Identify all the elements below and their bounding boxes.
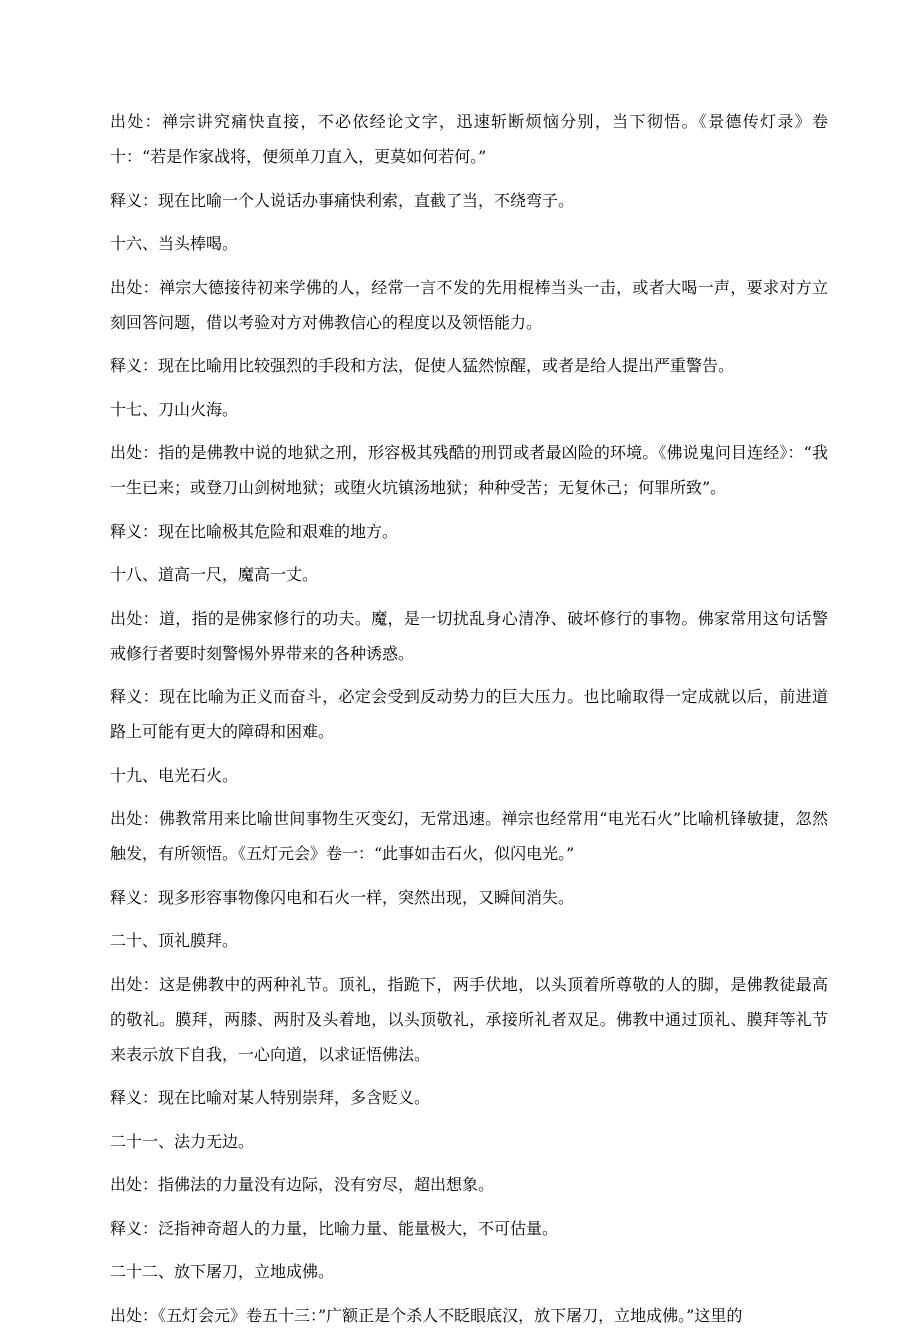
idiom-heading: 十九、电光石火。 — [110, 765, 239, 785]
idiom-heading: 十六、当头棒喝。 — [110, 234, 239, 253]
idiom-heading: 二十一、法力无边。 — [110, 1131, 255, 1151]
paragraph-source: 出处：佛教常用来比喻世间事物生灭变幻，无常迅速。禅宗也经常用“电光石火”比喻机锋敏捷，忽然触发，有所领悟。《五灯元会》卷一：“此事如击石火，似闪电光。” — [110, 809, 828, 863]
paragraph-meaning: 释义：现在比喻对某人特别崇拜，多含贬义。 — [110, 1088, 431, 1107]
idiom-heading: 二十、顶礼膜拜。 — [110, 931, 239, 950]
paragraph-source: 出处：禅宗讲究痛快直接，不必依经论文字，迅速斩断烦恼分别，当下彻悟。《景德传灯录》卷十：“若是作家战将，便须单刀直入，更莫如何若何。” — [110, 112, 828, 166]
paragraph-meaning: 释义：现在比喻为正义而奋斗，必定会受到反动势力的巨大压力。也比喻取得一定成就以后，前进道路上可能有更大的障碍和困难。 — [110, 687, 828, 741]
paragraph-meaning: 释义：现在比喻一个人说话办事痛快利索，直截了当，不绕弯子。 — [110, 190, 575, 210]
paragraph-meaning: 释义：现在比喻用比较强烈的手段和方法，促使人猛然惊醒，或者是给人提出严重警告。 — [110, 356, 735, 375]
idiom-heading: 二十二、放下屠刀，立地成佛。 — [110, 1262, 335, 1281]
paragraph-source: 出处：《五灯会元》卷五十三：”广额正是个杀人不眨眼底汉，放下屠刀，立地成佛。”这里的 — [110, 1305, 743, 1325]
document-page — [110, 104, 828, 1341]
paragraph-source: 出处：道，指的是佛家修行的功夫。魔，是一切扰乱身心清净、破坏修行的事物。佛家常用这句话警戒修行者要时刻警惕外界带来的各种诱惑。 — [110, 608, 828, 663]
paragraph-meaning: 释义：现在比喻极其危险和艰难的地方。 — [110, 521, 399, 541]
idiom-heading: 十八、道高一尺，魔高一丈。 — [110, 565, 319, 584]
paragraph-meaning: 释义：现多形容事物像闪电和石火一样，突然出现，又瞬间消失。 — [110, 887, 575, 907]
paragraph-source: 出处：指佛法的力量没有边际，没有穷尽，超出想象。 — [110, 1175, 495, 1194]
paragraph-source: 出处：这是佛教中的两种礼节。顶礼，指跪下，两手伏地，以头顶着所尊敬的人的脚，是佛教徒最高的敬礼。膜拜，两膝、两肘及头着地，以头顶敬礼，承接所礼者双足。佛教中通过顶礼、膜拜等礼节来表示放下自我，一心向道，以求证悟佛法。 — [110, 974, 828, 1064]
paragraph-meaning: 释义：泛指神奇超人的力量，比喻力量、能量极大，不可估量。 — [110, 1218, 559, 1238]
paragraph-source: 出处：禅宗大德接待初来学佛的人，经常一言不发的先用棍棒当头一击，或者大喝一声，要求对方立刻回答问题，借以考验对方对佛教信心的程度以及领悟能力。 — [110, 277, 828, 332]
paragraph-source: 出处：指的是佛教中说的地狱之刑，形容极其残酷的刑罚或者最凶险的环境。《佛说鬼问目连经》：“我一生已来；或登刀山剑树地狱；或堕火坑镇汤地狱；种种受苦；无复休己；何罪所致”。 — [110, 443, 828, 497]
idiom-heading: 十七、刀山火海。 — [110, 399, 239, 419]
